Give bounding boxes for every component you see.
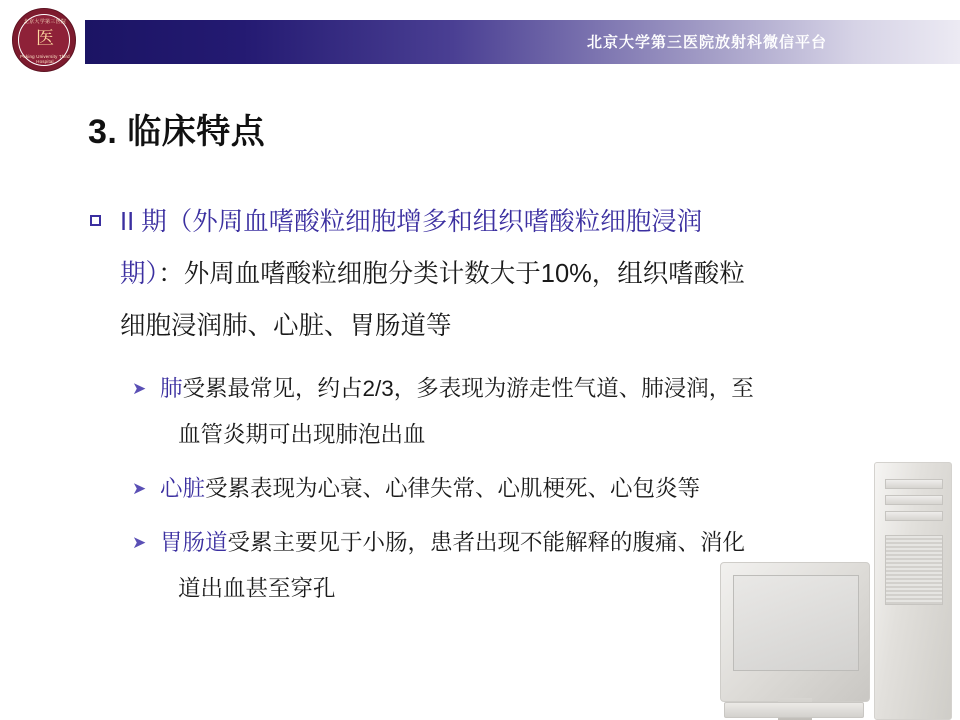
- sub-bullet-lung-line1: 受累最常见，约占2/3，多表现为游走性气道、肺浸润，至: [182, 376, 754, 401]
- sub-bullet-heart: [132, 466, 918, 512]
- header-title: 北京大学第三医院放射科微信平台: [586, 34, 827, 51]
- sub-bullet-lung-line2: 血管炎期可出现肺泡出血: [178, 422, 426, 447]
- sub-bullet-lung: [132, 366, 918, 458]
- bullet-level1-line2-rest: ：外周血嗜酸粒细胞分类计数大于10%，组织嗜酸粒: [158, 260, 745, 288]
- sub-bullet-heart-line1: 受累表现为心衰、心律失常、心肌梗死、心包炎等: [205, 476, 701, 501]
- bullet-list: [88, 196, 918, 620]
- sub-bullet-lung-highlight: 肺: [160, 376, 183, 401]
- bullet-level1-line3: 细胞浸润肺、心脏、胃肠道等: [120, 312, 452, 340]
- bullet-level1-line2-highlight: 期）: [120, 260, 159, 288]
- sub-bullet-heart-highlight: 心脏: [160, 476, 206, 501]
- sub-bullet-gi-highlight: 胃肠道: [160, 530, 228, 555]
- logo-text-top: 北京大学第三医院: [23, 19, 67, 25]
- bullet-level1-line1-highlight: II 期（外周血嗜酸粒细胞增多和组织嗜酸粒细胞浸润: [120, 208, 703, 236]
- sub-bullet-gi-line2: 道出血甚至穿孔: [178, 576, 336, 601]
- sub-bullet-gi-line1: 受累主要见于小肠，患者出现不能解释的腹痛、消化: [227, 530, 746, 555]
- arrow-bullet-icon: ➤: [132, 533, 147, 552]
- sub-bullet-list: [88, 366, 918, 612]
- logo-glyph: 医: [36, 28, 54, 48]
- bullet-level1-line1: [120, 196, 918, 248]
- page-title: 3. 临床特点: [88, 113, 266, 151]
- arrow-bullet-icon: ➤: [132, 479, 147, 498]
- arrow-bullet-icon: ➤: [132, 379, 147, 398]
- square-bullet-icon: [90, 215, 101, 226]
- logo-text-bottom: Peking University Third Hospital: [20, 54, 70, 64]
- sub-bullet-gi: [132, 520, 918, 612]
- bullet-level1-line2: [120, 248, 918, 300]
- bullet-level1: [88, 196, 918, 352]
